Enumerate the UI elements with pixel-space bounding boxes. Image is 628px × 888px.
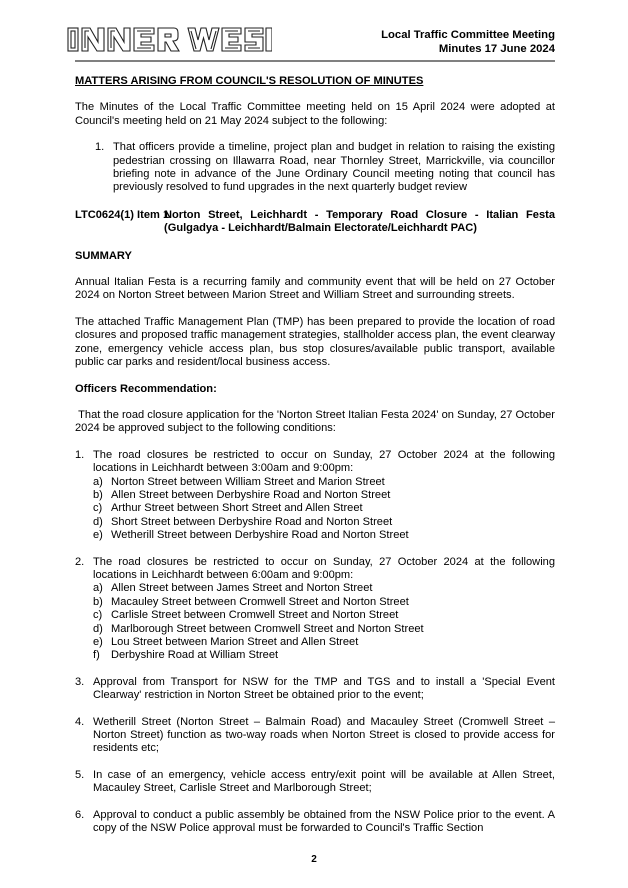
closure-text: Wetherill Street between Derbyshire Road and Norton Street [111, 529, 409, 542]
inner-west-logo [67, 26, 272, 54]
condition-item [75, 809, 555, 836]
header-meeting-info [381, 28, 555, 56]
closure-location [93, 609, 555, 622]
closure-location [93, 636, 555, 649]
closure-text: Allen Street between Derbyshire Road and Norton Street [111, 488, 391, 501]
matters-item-text: That officers provide a timeline, project plan and budget in relation to raising the existing pedestrian crossing on Illawarra Road, near Thornley Street, Marrickville, via councillor briefing note in advance of the June Ordinary Council meeting noting that council has previously resolved to fund upgrades in the next quarterly budget review [113, 141, 555, 194]
condition-text: Approval to conduct a public assembly be obtained from the NSW Police prior to the event. A copy of the NSW Police approval must be forwarded to Council's Traffic Section [93, 808, 555, 835]
condition-text: Wetherill Street (Norton Street – Balmain Road) and Macauley Street (Cromwell Street – Norton Street) function as two-way roads when Norton Street is closed to provide access for residents etc; [93, 715, 555, 755]
matters-intro: The Minutes of the Local Traffic Committee meeting held on 15 April 2024 were adopted at Council's meeting held on 21 May 2024 subject to the following: [75, 101, 555, 127]
closure-letter: a) [93, 582, 103, 595]
closure-letter: c) [93, 502, 103, 515]
condition-item [75, 556, 555, 663]
closure-letter: a) [93, 475, 103, 488]
header-rule [75, 60, 628, 62]
closure-letter: e) [93, 529, 103, 542]
closure-location [93, 582, 555, 595]
item-title: Norton Street, Leichhardt - Temporary Road Closure - Italian Festa (Gulgadya - Leichhardt/Balmain Electorate/Leichhardt PAC) [164, 208, 555, 235]
closure-letter: d) [93, 515, 103, 528]
summary-paragraph-1: Annual Italian Festa is a recurring family and community event that will be held on 27 October 2024 on Norton Street between Marion Street and William Street and surrounding streets. [75, 276, 555, 302]
condition-number: 5. [75, 768, 85, 781]
condition-text: In case of an emergency, vehicle access entry/exit point will be available at Allen Street, Macauley Street, Carlisle Street and Marlborough Street; [93, 768, 555, 795]
conditions-list [75, 449, 555, 836]
meeting-title: Local Traffic Committee Meeting [381, 29, 555, 41]
closure-location [93, 516, 555, 529]
condition-item [75, 716, 555, 756]
condition-item [75, 676, 555, 703]
condition-number: 1. [75, 448, 85, 461]
item-title-block [75, 209, 555, 236]
condition-number: 6. [75, 808, 85, 821]
closure-text: Norton Street between William Street and Marion Street [111, 475, 385, 488]
closure-letter: e) [93, 636, 103, 648]
closure-text: Lou Street between Marion Street and Allen Street [111, 636, 359, 648]
condition-item [75, 449, 555, 543]
condition-text: The road closures be restricted to occur on Sunday, 27 October 2024 at the following locations in Leichhardt between 6:00am and 9:00pm: [93, 555, 555, 581]
matters-heading: MATTERS ARISING FROM COUNCIL'S RESOLUTION OF MINUTES [75, 75, 424, 87]
closure-location [93, 502, 555, 515]
closure-text: Allen Street between James Street and Norton Street [111, 582, 373, 595]
condition-text: Approval from Transport for NSW for the TMP and TGS and to install a 'Special Event Clearway' restriction in Norton Street be obtained prior to the event; [93, 675, 555, 702]
minutes-date: Minutes 17 June 2024 [438, 43, 555, 55]
matters-item [95, 141, 555, 195]
closure-letter: c) [93, 609, 103, 622]
recommendation-intro: That the road closure application for the 'Norton Street Italian Festa 2024' on Sunday, 27 October 2024 be approved subject to the following conditions: [75, 408, 559, 435]
document-body [75, 70, 559, 835]
page-header [75, 26, 555, 60]
closure-text: Marlborough Street between Cromwell Street and Norton Street [111, 622, 424, 635]
closure-location [93, 623, 555, 636]
page-number: 2 [311, 854, 317, 865]
recommendation-heading: Officers Recommendation: [75, 382, 217, 395]
closure-location [93, 476, 555, 489]
summary-paragraph-2: The attached Traffic Management Plan (TMP) has been prepared to provide the location of road closures and proposed traffic management strategies, stallholder access plan, the event clearway zone, emergency vehicle access plan, bus stop closures/available public transport, available public car parks and resident/local business access. [75, 315, 555, 369]
item-label: LTC0624(1) Item 1 [75, 208, 170, 221]
matters-item-number: 1. [95, 141, 105, 154]
condition-item [75, 769, 555, 796]
closure-text: Carlisle Street between Cromwell Street and Norton Street [111, 609, 399, 622]
condition-number: 3. [75, 675, 85, 688]
closure-location [93, 649, 555, 662]
condition-number: 2. [75, 555, 85, 568]
closure-location [93, 489, 555, 502]
summary-heading: SUMMARY [75, 249, 132, 262]
closure-location [93, 529, 555, 542]
closure-letter: f) [93, 649, 100, 662]
closure-text: Arthur Street between Short Street and Allen Street [111, 502, 363, 515]
condition-text: The road closures be restricted to occur on Sunday, 27 October 2024 at the following locations in Leichhardt between 3:00am and 9:00pm: [93, 448, 555, 475]
closure-text: Short Street between Derbyshire Road and Norton Street [111, 515, 393, 528]
closure-text: Derbyshire Road at William Street [111, 649, 279, 662]
closure-letter: d) [93, 622, 103, 635]
closure-letter: b) [93, 488, 103, 501]
condition-number: 4. [75, 715, 85, 728]
closure-location [93, 596, 555, 609]
closure-letter: b) [93, 595, 103, 608]
closure-text: Macauley Street between Cromwell Street and Norton Street [111, 595, 409, 608]
